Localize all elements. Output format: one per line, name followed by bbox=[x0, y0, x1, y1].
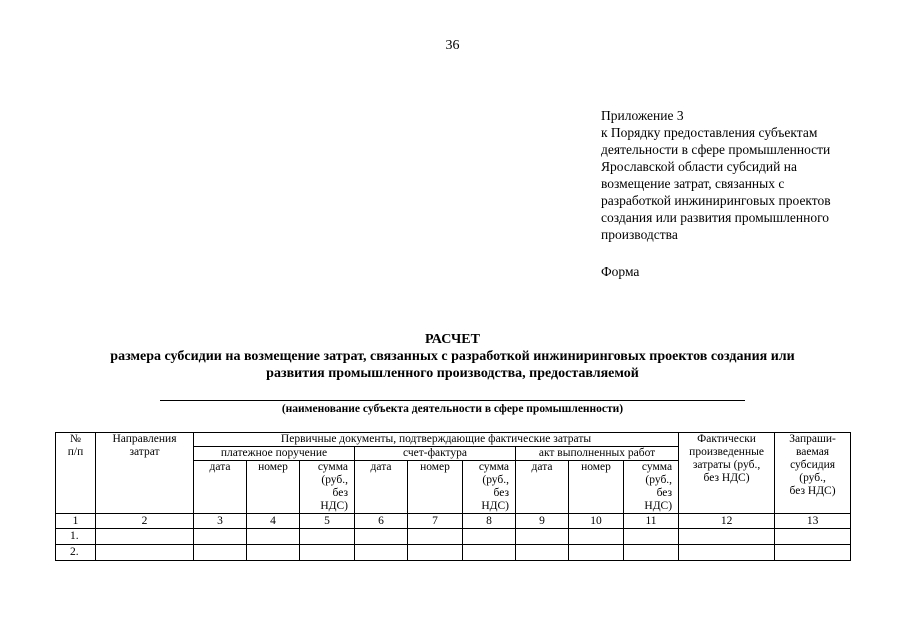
column-number: 10 bbox=[569, 514, 624, 529]
appendix-line: создания или развития промышленного bbox=[601, 210, 830, 225]
header-text: сумма bbox=[317, 461, 348, 473]
header-text: п/п bbox=[67, 446, 84, 458]
table-cell[interactable] bbox=[516, 529, 569, 545]
appendix-line: к Порядку предоставления субъектам bbox=[601, 125, 818, 140]
row-number: 1. bbox=[56, 529, 96, 545]
header-text: без НДС) bbox=[703, 472, 750, 484]
subtitle-line: размера субсидии на возмещение затрат, связанных с разработкой инжиниринговых проектов создания или bbox=[110, 349, 795, 364]
table-cell[interactable] bbox=[569, 529, 624, 545]
header-text: сумма bbox=[641, 461, 673, 473]
appendix-header bbox=[601, 107, 881, 243]
appendix-line: Ярославской области субсидий на bbox=[601, 159, 797, 174]
header-cell-primary-docs: Первичные документы, подтверждающие фактические затраты bbox=[194, 433, 679, 447]
table-cell[interactable] bbox=[194, 545, 247, 561]
column-number: 12 bbox=[679, 514, 775, 529]
appendix-line: Приложение 3 bbox=[601, 108, 684, 123]
table-cell[interactable] bbox=[679, 529, 775, 545]
header-text: (руб., bbox=[482, 474, 509, 486]
table-cell[interactable] bbox=[775, 529, 851, 545]
document-subtitle bbox=[60, 348, 845, 382]
header-text: Запраши- bbox=[789, 433, 836, 445]
sub-number: номер bbox=[408, 461, 463, 514]
column-number: 3 bbox=[194, 514, 247, 529]
header-text: Направления bbox=[112, 433, 177, 445]
sub-number: номер bbox=[247, 461, 300, 514]
table-cell[interactable] bbox=[408, 529, 463, 545]
table-cell[interactable] bbox=[355, 545, 408, 561]
appendix-line: производства bbox=[601, 227, 678, 242]
table-row bbox=[56, 529, 851, 545]
page-number: 36 bbox=[445, 38, 460, 53]
header-text: Фактически bbox=[697, 433, 756, 445]
column-number: 9 bbox=[516, 514, 569, 529]
header-text: (руб., bbox=[321, 474, 348, 486]
entity-name-caption: (наименование субъекта деятельности в сфере промышленности) bbox=[281, 403, 624, 415]
header-cell-actual-costs bbox=[679, 433, 775, 514]
table-cell[interactable] bbox=[408, 545, 463, 561]
header-text: НДС) bbox=[644, 500, 673, 512]
appendix-line: деятельности в сфере промышленности bbox=[601, 142, 831, 157]
header-text: без bbox=[656, 487, 673, 499]
table-cell[interactable] bbox=[194, 529, 247, 545]
header-text: затраты (руб., bbox=[692, 459, 761, 471]
group-work-act: акт выполненных работ bbox=[516, 447, 679, 461]
header-text: (руб., bbox=[645, 474, 673, 486]
header-text: № bbox=[70, 433, 81, 445]
sub-sum bbox=[624, 461, 679, 514]
table-cell[interactable] bbox=[96, 545, 194, 561]
row-number: 2. bbox=[56, 545, 96, 561]
table-cell[interactable] bbox=[775, 545, 851, 561]
table-cell[interactable] bbox=[624, 545, 679, 561]
group-payment-order: платежное поручение bbox=[194, 447, 355, 461]
header-text: без bbox=[493, 487, 509, 499]
table-cell[interactable] bbox=[463, 545, 516, 561]
header-text: НДС) bbox=[481, 500, 509, 512]
entity-name-line bbox=[160, 400, 745, 401]
column-number: 8 bbox=[463, 514, 516, 529]
appendix-line: разработкой инжиниринговых проектов bbox=[601, 193, 831, 208]
column-number: 1 bbox=[56, 514, 96, 529]
table-cell[interactable] bbox=[247, 529, 300, 545]
header-cell-no bbox=[56, 433, 96, 514]
subtitle-line: развития промышленного производства, предоставляемой bbox=[266, 366, 639, 381]
header-text: произведенные bbox=[689, 446, 764, 458]
column-number: 2 bbox=[96, 514, 194, 529]
table-cell[interactable] bbox=[569, 545, 624, 561]
sub-date: дата bbox=[194, 461, 247, 514]
sub-sum bbox=[463, 461, 516, 514]
column-number: 6 bbox=[355, 514, 408, 529]
header-text: (руб., bbox=[799, 472, 826, 484]
header-text: ваемая bbox=[796, 446, 830, 458]
header-text: НДС) bbox=[320, 500, 348, 512]
column-number: 7 bbox=[408, 514, 463, 529]
calculation-table bbox=[55, 432, 851, 561]
table-cell[interactable] bbox=[247, 545, 300, 561]
column-number-row bbox=[56, 514, 851, 529]
table-row bbox=[56, 545, 851, 561]
header-text: затрат bbox=[129, 446, 160, 458]
table-cell[interactable] bbox=[516, 545, 569, 561]
header-cell-requested-subsidy bbox=[775, 433, 851, 514]
appendix-line: возмещение затрат, связанных с bbox=[601, 176, 785, 191]
header-text: без bbox=[332, 487, 348, 499]
header-row bbox=[56, 433, 851, 447]
sub-sum bbox=[300, 461, 355, 514]
header-text: без НДС) bbox=[789, 485, 836, 497]
sub-date: дата bbox=[516, 461, 569, 514]
column-number: 4 bbox=[247, 514, 300, 529]
table-cell[interactable] bbox=[624, 529, 679, 545]
table-cell[interactable] bbox=[300, 545, 355, 561]
header-cell-directions bbox=[96, 433, 194, 514]
document-title: РАСЧЕТ bbox=[425, 332, 480, 347]
header-text: сумма bbox=[478, 461, 509, 473]
column-number: 5 bbox=[300, 514, 355, 529]
table-cell[interactable] bbox=[300, 529, 355, 545]
header-text: субсидия bbox=[790, 459, 836, 471]
sub-date: дата bbox=[355, 461, 408, 514]
table-cell[interactable] bbox=[679, 545, 775, 561]
sub-number: номер bbox=[569, 461, 624, 514]
group-invoice: счет-фактура bbox=[355, 447, 516, 461]
table-cell[interactable] bbox=[355, 529, 408, 545]
table-cell[interactable] bbox=[96, 529, 194, 545]
column-number: 13 bbox=[775, 514, 851, 529]
table-cell[interactable] bbox=[463, 529, 516, 545]
form-label: Форма bbox=[601, 264, 640, 279]
column-number: 11 bbox=[624, 514, 679, 529]
